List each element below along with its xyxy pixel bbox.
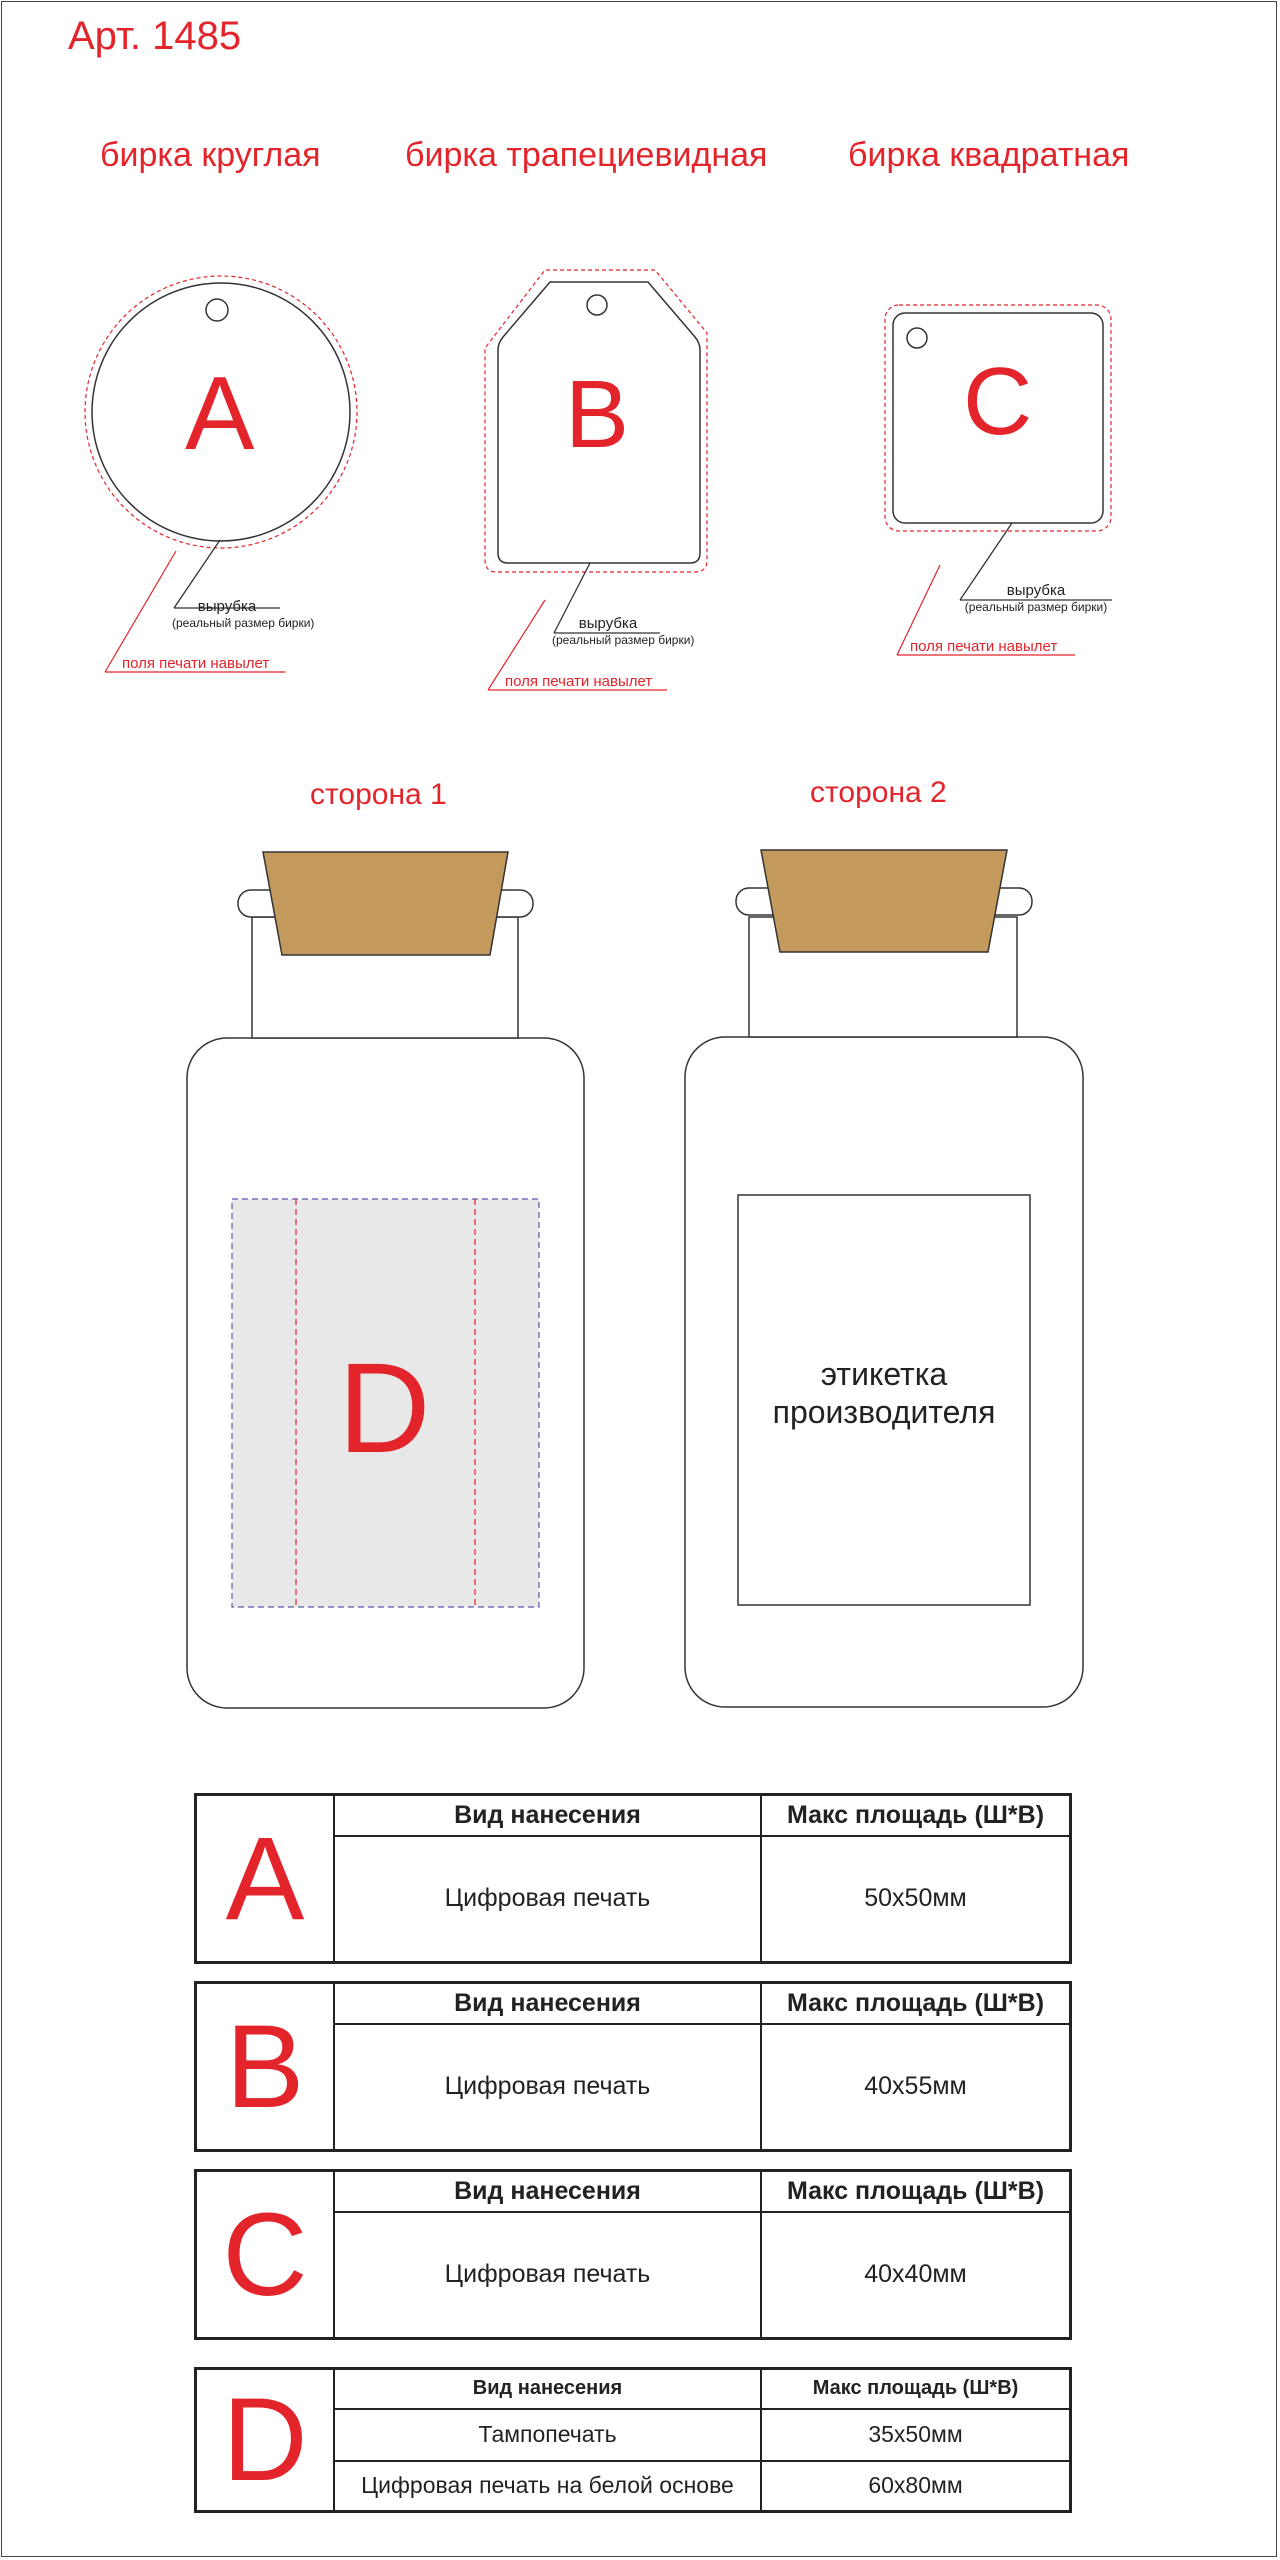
bottle-side-1 (187, 852, 584, 1708)
square-cut-label: вырубка (реальный размер бирки) (964, 582, 1108, 614)
article-number: Арт. 1485 (68, 14, 242, 58)
table-letter: A (196, 1795, 335, 1963)
bottle-side-2 (685, 850, 1083, 1707)
size-cell: 40x55мм (761, 2024, 1071, 2151)
spec-table-c (194, 2169, 1072, 2340)
round-tag-letter: A (185, 356, 255, 472)
print-area-letter: D (338, 1337, 431, 1480)
round-cut-label: вырубка (реальный размер бирки) (172, 598, 315, 630)
size-cell: 35x50мм (761, 2409, 1071, 2461)
size-header: Макс площадь (Ш*В) (761, 1795, 1071, 1836)
size-cell: 40x40мм (761, 2212, 1071, 2339)
square-bleed-label: поля печати навылет (910, 638, 1058, 655)
spec-table-d (194, 2367, 1072, 2513)
size-header: Макс площадь (Ш*В) (761, 1983, 1071, 2024)
trapezoid-cut-label: вырубка (реальный размер бирки) (552, 615, 695, 647)
method-cell: Цифровая печать (334, 1836, 761, 1963)
trapezoid-bleed-label: поля печати навылет (505, 673, 653, 690)
round-bleed-label: поля печати навылет (122, 655, 270, 672)
method-cell: Тампопечать (334, 2409, 761, 2461)
method-header: Вид нанесения (334, 2369, 761, 2409)
method-cell: Цифровая печать (334, 2024, 761, 2151)
round-tag-title: бирка круглая (100, 136, 321, 174)
method-header: Вид нанесения (334, 2171, 761, 2212)
trapezoid-tag-letter: B (565, 361, 630, 468)
spec-table-b (194, 1981, 1072, 2152)
method-cell: Цифровая печать (334, 2212, 761, 2339)
cork-icon (761, 850, 1007, 952)
side-1-label: сторона 1 (310, 778, 447, 811)
method-header: Вид нанесения (334, 1795, 761, 1836)
manufacturer-label-text: этикетка производителя (772, 1356, 996, 1430)
side-2-label: сторона 2 (810, 776, 947, 809)
method-header: Вид нанесения (334, 1983, 761, 2024)
table-letter: C (196, 2171, 335, 2339)
table-letter: D (196, 2369, 335, 2512)
square-tag-title: бирка квадратная (848, 136, 1130, 174)
size-header: Макс площадь (Ш*В) (761, 2369, 1071, 2409)
trapezoid-tag-title: бирка трапециевидная (405, 136, 768, 174)
method-cell: Цифровая печать на белой основе (334, 2461, 761, 2512)
cork-icon (263, 852, 508, 955)
table-letter: B (196, 1983, 335, 2151)
size-cell: 60x80мм (761, 2461, 1071, 2512)
size-cell: 50x50мм (761, 1836, 1071, 1963)
size-header: Макс площадь (Ш*В) (761, 2171, 1071, 2212)
square-tag-letter: C (963, 348, 1033, 455)
spec-table-a (194, 1793, 1072, 1964)
